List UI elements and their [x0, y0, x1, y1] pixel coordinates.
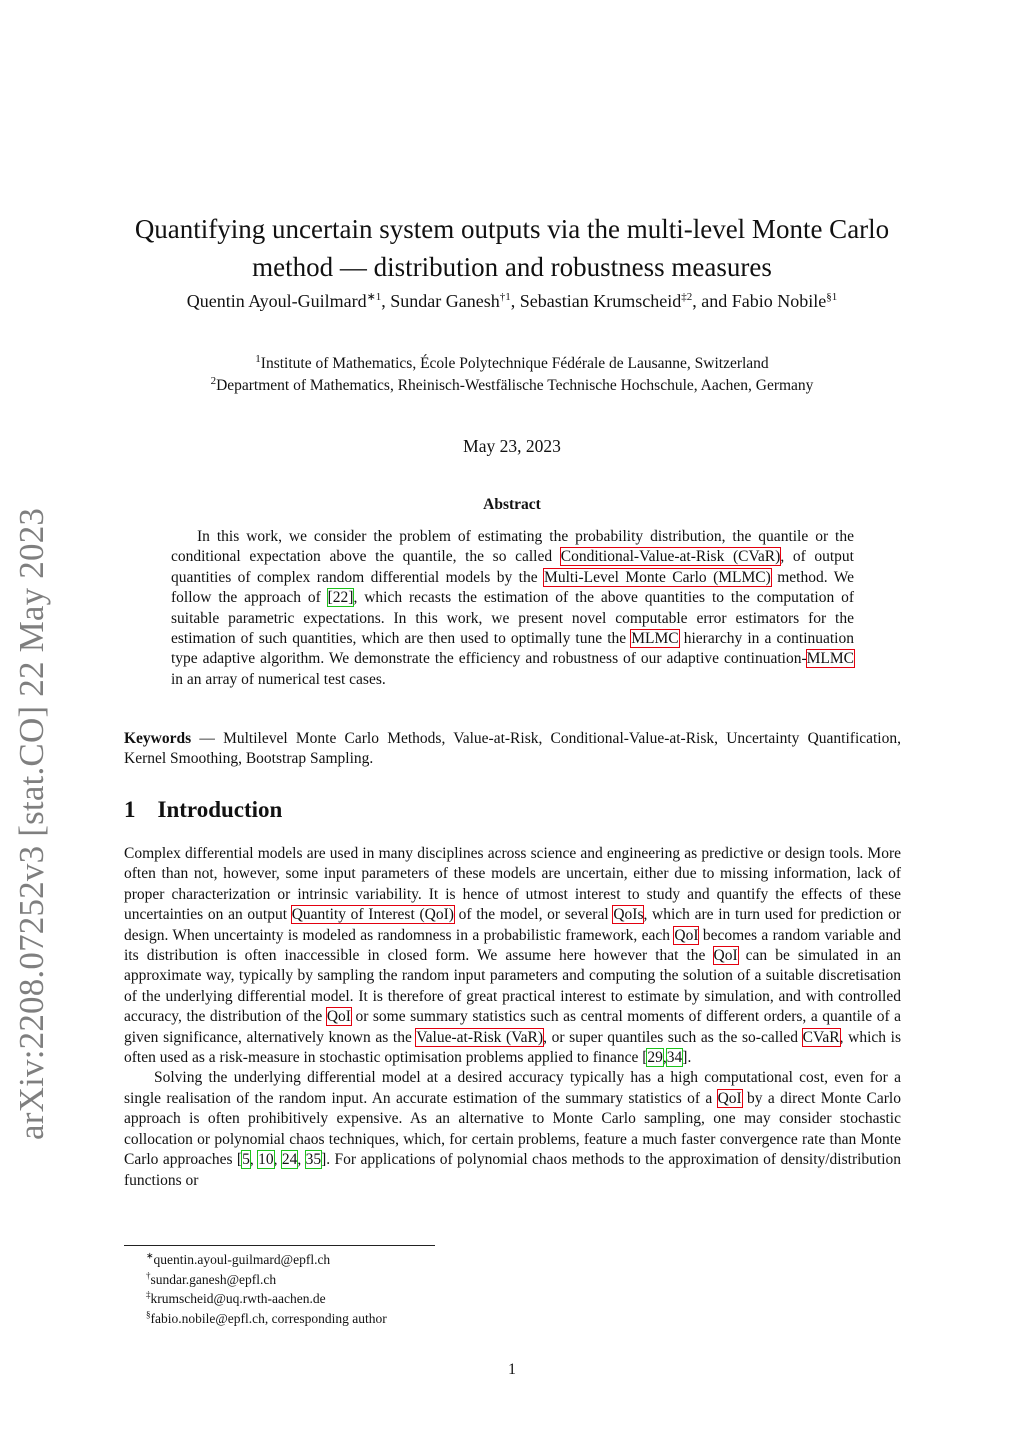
citation-link[interactable]: 35	[305, 1151, 322, 1169]
body-text: , which is often used as a risk-measure in stochastic optimisation problems applied to finance [	[124, 1028, 902, 1067]
acronym-link-cvar[interactable]: Conditional-Value-at-Risk (CVaR)	[560, 548, 781, 566]
footnote	[146, 1289, 387, 1309]
section-title: Introduction	[157, 797, 283, 822]
author-name: , and Fabio Nobile	[692, 291, 827, 311]
abstract-text: in an array of numerical test cases.	[171, 670, 386, 688]
body-text: ,	[273, 1151, 282, 1169]
footnote-mark: §	[146, 1309, 151, 1319]
affiliation-mark: 2	[210, 374, 217, 387]
abstract-heading: Abstract	[483, 496, 541, 513]
acronym-link-cvar[interactable]: CVaR	[802, 1028, 840, 1046]
body-text: ]. For applications of polynomial chaos methods to the approximation of density/distribution functions or	[124, 1151, 902, 1189]
footnote	[146, 1309, 387, 1329]
body-text: ,	[249, 1151, 259, 1169]
body-text: , which are in turn used for prediction or design. When uncertainty is modeled as randomness in a probabilistic framework, each	[124, 906, 902, 944]
acronym-link-qoi[interactable]: QoI	[326, 1008, 351, 1026]
abstract-text: method. We follow the approach of	[171, 568, 855, 607]
section-heading	[124, 797, 282, 823]
keywords-text: — Multilevel Monte Carlo Methods, Value-at-Risk, Conditional-Value-at-Risk, Uncertainty Quantification, Kernel Smoothing, Bootstrap Sampling.	[124, 730, 901, 768]
abstract-body	[171, 527, 854, 690]
footnote-text: krumscheid@uq.rwth-aachen.de	[150, 1291, 326, 1306]
keywords	[124, 729, 901, 770]
footnote	[146, 1250, 387, 1270]
footnote-rule	[124, 1245, 435, 1246]
body-text: becomes a random variable and its distribution is often inaccessible in closed form. We assume here however that the	[124, 926, 901, 965]
acronym-link-mlmc[interactable]: Multi-Level Monte Carlo (MLMC)	[544, 568, 771, 586]
acronym-link-qoi[interactable]: Quantity of Interest (QoI)	[291, 906, 454, 924]
affiliations	[120, 353, 904, 397]
affiliation	[120, 353, 904, 375]
abstract-text: hierarchy in a continuation type adaptive algorithm. We demonstrate the efficiency and robustness of our adaptive continuation-	[171, 630, 854, 668]
footnote-mark: ‡	[146, 1289, 151, 1300]
paragraph	[124, 1068, 901, 1190]
arxiv-stamp: arXiv:2208.07252v3 [stat.CO] 22 May 2023	[12, 507, 51, 1140]
author-name: , Sebastian Krumscheid	[510, 291, 682, 311]
paragraph	[124, 844, 901, 1068]
citation-link[interactable]: 34	[666, 1049, 683, 1067]
abstract-text: , of output quantities of complex random differential models by the	[171, 548, 854, 586]
footnotes	[146, 1250, 387, 1328]
body-text: can be simulated in an approximate way, typically by sampling the random input parameters and computing the solution of a suitable discretisation of the underlying differential model. It is therefore of great practical interest to estimate by simulation, and with controlled accuracy, the distribution of the	[124, 947, 901, 1026]
footnote-text: fabio.nobile@epfl.ch, corresponding author	[150, 1310, 387, 1326]
affiliation-text: Department of Mathematics, Rheinisch-Westfälische Technische Hochschule, Aachen, Germany	[216, 377, 814, 394]
acronym-link-qois[interactable]: QoIs	[613, 906, 644, 924]
paper-date: May 23, 2023	[463, 436, 561, 456]
footnote	[146, 1270, 387, 1290]
footnote-mark: ∗	[146, 1250, 154, 1261]
author-mark: ‡2	[681, 291, 693, 303]
abstract-text: , which recasts the estimation of the above quantities to the computation of suitable parametric expectations. In this work, we present novel computable error estimators for the estimation of such quantities, which are then used to optimally tune the	[171, 589, 854, 648]
affiliation-mark: 1	[255, 352, 261, 365]
body-text: by a direct Monte Carlo approach is often prohibitively expensive. As an alternative to Monte Carlo sampling, one may consider stochastic collocation or polynomial chaos techniques, which, for certain problems, feature a much faster convergence rate than Monte Carlo approaches [	[124, 1089, 901, 1169]
body-text: ,	[297, 1151, 306, 1169]
body-text: Solving the underlying differential model at a desired accuracy typically has a high computational cost, even for a single realisation of the random input. An accurate estimation of the summary statistics of a	[124, 1069, 901, 1107]
acronym-link-mlmc[interactable]: MLMC	[631, 630, 679, 648]
author-mark: †1	[499, 291, 511, 303]
body-text: of the model, or several	[453, 906, 614, 924]
page-number: 1	[508, 1361, 516, 1378]
body-text: ].	[682, 1049, 692, 1067]
acronym-link-qoi[interactable]: QoI	[713, 947, 738, 965]
footnote-mark: †	[146, 1270, 151, 1280]
footnote-text: quentin.ayoul-guilmard@epfl.ch	[153, 1252, 331, 1267]
introduction-body	[124, 844, 901, 1191]
acronym-link-mlmc[interactable]: MLMC	[806, 650, 854, 668]
acronym-link-var[interactable]: Value-at-Risk (VaR)	[416, 1028, 544, 1046]
author-mark: ∗1	[366, 291, 382, 303]
footnote-text: sundar.ganesh@epfl.ch	[150, 1271, 277, 1287]
author-name: , Sundar Ganesh	[381, 291, 500, 311]
body-text: , or super quantiles such as the so-called	[543, 1028, 803, 1046]
affiliation-text: Institute of Mathematics, École Polytechnique Fédérale de Lausanne, Switzerland	[260, 355, 769, 372]
citation-link[interactable]: 10	[258, 1151, 274, 1169]
acronym-link-qoi[interactable]: QoI	[674, 926, 699, 944]
paper-title: Quantifying uncertain system outputs via the multi-level Monte Carlo method — distribution and robustness measures	[134, 214, 890, 283]
body-text: ,	[662, 1049, 667, 1067]
citation-link[interactable]: [22]	[327, 589, 354, 607]
author-mark: §1	[826, 291, 838, 303]
abstract-text: In this work, we consider the problem of estimating the probability distribution, the quantile or the conditional expectation above the quantile, the so called	[171, 528, 854, 566]
acronym-link-qoi[interactable]: QoI	[717, 1089, 742, 1107]
author-list	[140, 289, 884, 313]
citation-link[interactable]: 5	[242, 1151, 250, 1169]
citation-link[interactable]: 24	[281, 1151, 298, 1169]
section-number: 1	[124, 797, 136, 822]
body-text: or some summary statistics such as central moments of different orders, a quantile of a given significance, alternatively known as the	[124, 1008, 902, 1046]
affiliation	[120, 375, 904, 397]
keywords-label: Keywords	[124, 730, 192, 747]
body-text: Complex differential models are used in many disciplines across science and engineering as predictive or design tools. More often than not, however, some input parameters of these models are uncertain, either due to missing information, lack of proper characterization or intrinsic variability. It is hence of utmost interest to study and quantify the effects of these uncertainties on an output	[124, 845, 901, 924]
author-name: Quentin Ayoul-Guilmard	[186, 291, 367, 311]
citation-link[interactable]: 29	[647, 1049, 663, 1067]
